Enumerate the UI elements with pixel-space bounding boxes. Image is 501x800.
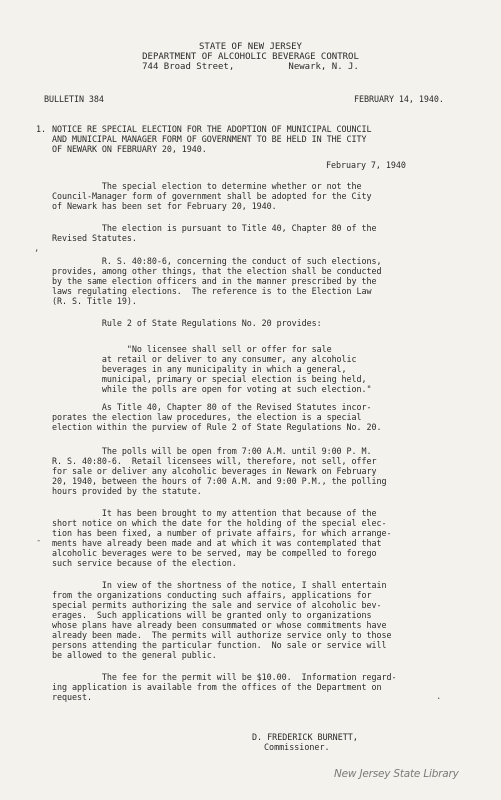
paragraph-line: short notice on which the date for the holding of the special elec- <box>52 518 387 528</box>
header-address: 744 Broad Street, Newark, N. J. <box>142 62 359 72</box>
paragraph-line: laws regulating elections. The reference is to the Election Law <box>52 286 372 296</box>
paragraph-line: election within the purview of Rule 2 of State Regulations No. 20. <box>52 422 382 432</box>
paragraph <box>52 446 386 496</box>
paragraph-line: 20, 1940, between the hours of 7:00 A.M. and 9:00 P.M., the polling <box>52 476 387 486</box>
notice-date: February 7, 1940 <box>326 160 406 170</box>
paragraph-line: In view of the shortness of the notice, I shall entertain <box>52 580 387 590</box>
paragraph-line: "No licensee shall sell or offer for sale <box>52 344 332 354</box>
paragraph-line: by the same election officers and in the manner prescribed by the <box>52 276 377 286</box>
paragraph-line: R. S. 40:80-6, concerning the conduct of such elections, <box>52 256 382 266</box>
paragraph-line: for sale or deliver any alcoholic beverages in Newark on February <box>52 466 377 476</box>
paragraph-line: R. S. 40:80-6. Retail licensees will, therefore, not sell, offer <box>52 456 377 466</box>
bulletin-date: FEBRUARY 14, 1940. <box>354 94 444 104</box>
signature-name: D. FREDERICK BURNETT, <box>252 732 358 742</box>
paragraph-line: such service because of the election. <box>52 558 237 568</box>
paragraph <box>52 318 322 328</box>
paragraph-line: while the polls are open for voting at such election." <box>52 384 372 394</box>
margin-mark: - <box>36 536 42 546</box>
paragraph-line: The polls will be open from 7:00 A.M. until 9:00 P. M. <box>52 446 372 456</box>
paragraph-line: Rule 2 of State Regulations No. 20 provides: <box>52 318 322 328</box>
paragraph-line: hours provided by the statute. <box>52 486 202 496</box>
item-title-line: OF NEWARK ON FEBRUARY 20, 1940. <box>52 144 207 154</box>
paragraph-line: be allowed to the general public. <box>52 650 217 660</box>
paragraph <box>52 181 372 211</box>
margin-mark: , <box>34 244 40 254</box>
paragraph <box>52 402 381 432</box>
paragraph-line: already been made. The permits will authorize service only to those <box>52 630 392 640</box>
paragraph-line: Revised Statutes. <box>52 233 137 243</box>
paragraph <box>52 256 381 306</box>
paragraph-line: special permits authorizing the sale and service of alcoholic bev- <box>52 600 382 610</box>
quoted-regulation <box>52 344 372 394</box>
paragraph <box>52 223 377 243</box>
paragraph <box>52 580 391 660</box>
paragraph-line: erages. Such applications will be granted only to organizations <box>52 610 372 620</box>
item-title-line: NOTICE RE SPECIAL ELECTION FOR THE ADOPTION OF MUNICIPAL COUNCIL <box>52 124 372 134</box>
paragraph-line: porates the election law procedures, the election is a special <box>52 412 362 422</box>
paragraph-line: It has been brought to my attention that because of the <box>52 508 377 518</box>
signature-title: Commissioner. <box>264 742 330 752</box>
paragraph-line: The election is pursuant to Title 40, Chapter 80 of the <box>52 223 377 233</box>
paragraph-line: whose plans have already been consummated or whose commitments have <box>52 620 387 630</box>
paragraph-line: ments have already been made and at which it was contemplated that <box>52 538 382 548</box>
paragraph-line: provides, among other things, that the election shall be conducted <box>52 266 382 276</box>
header-department: DEPARTMENT OF ALCOHOLIC BEVERAGE CONTROL <box>142 52 359 62</box>
paragraph-line: alcoholic beverages were to be served, may be compelled to forego <box>52 548 377 558</box>
paragraph-line: ing application is available from the offices of the Department on <box>52 682 382 692</box>
item-title-line: AND MUNICIPAL MANAGER FORM OF GOVERNMENT TO BE HELD IN THE CITY <box>52 134 367 144</box>
paragraph <box>52 672 396 702</box>
item-title <box>52 124 372 154</box>
paragraph <box>52 508 391 568</box>
paragraph-line: from the organizations conducting such affairs, applications for <box>52 590 372 600</box>
paragraph-line: beverages in any municipality in which a general, <box>52 364 347 374</box>
paragraph-line: of Newark has been set for February 20, 1940. <box>52 201 277 211</box>
paragraph-line: municipal, primary or special election is being held, <box>52 374 367 384</box>
paragraph-line: request. <box>52 692 92 702</box>
paragraph-line: The fee for the permit will be $10.00. Information regard- <box>52 672 397 682</box>
paragraph-line: persons attending the particular function. No sale or service will <box>52 640 387 650</box>
paragraph-line: As Title 40, Chapter 80 of the Revised Statutes incor- <box>52 402 372 412</box>
bulletin-number: BULLETIN 384 <box>44 94 104 104</box>
paragraph-line: at retail or deliver to any consumer, any alcoholic <box>52 354 357 364</box>
paragraph-line: Council-Manager form of government shall be adopted for the City <box>52 191 372 201</box>
item-number: 1. <box>36 124 46 134</box>
paragraph-line: The special election to determine whether or not the <box>52 181 362 191</box>
margin-mark: . <box>436 692 442 702</box>
paragraph-line: tion has been fixed, a number of private affairs, for which arrange- <box>52 528 392 538</box>
library-stamp: New Jersey State Library <box>334 768 459 780</box>
header-state: STATE OF NEW JERSEY <box>199 42 302 52</box>
paragraph-line: (R. S. Title 19). <box>52 296 137 306</box>
